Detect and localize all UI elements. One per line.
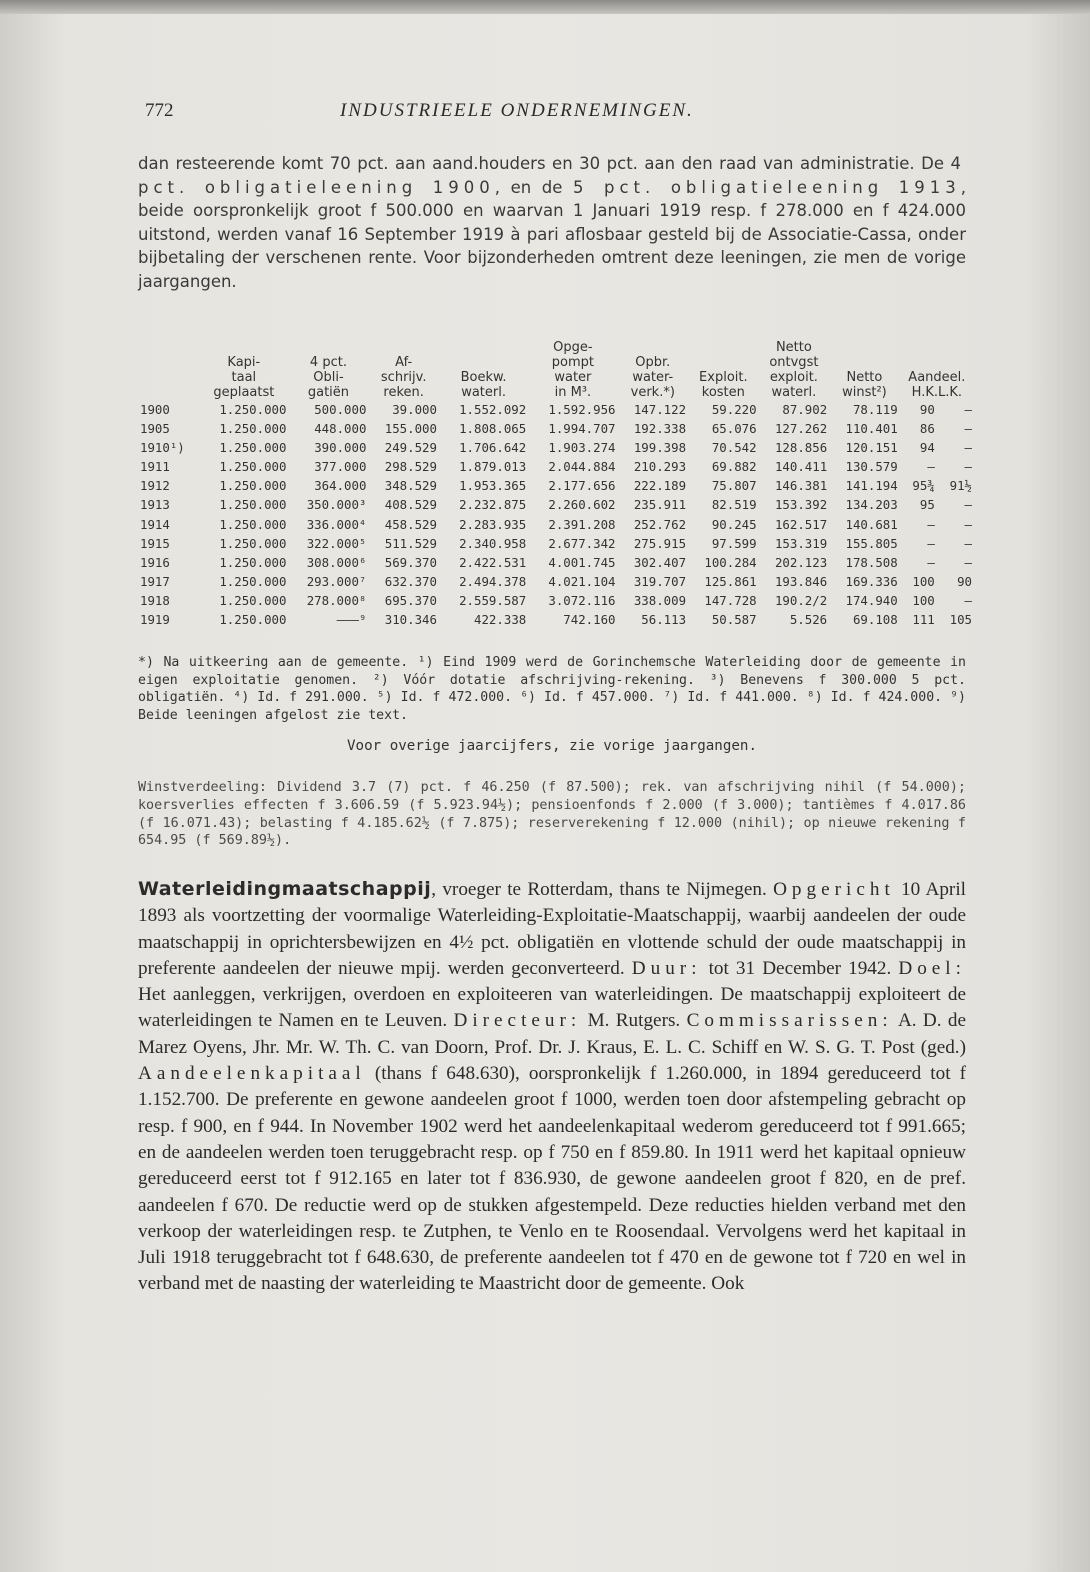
label-aandeelenkapitaal: Aandeelenkapitaal bbox=[138, 1063, 366, 1085]
table-cell: 65.076 bbox=[711, 421, 757, 437]
table-cell: 193.846 bbox=[774, 573, 828, 589]
table-cell: 350.000³ bbox=[306, 497, 367, 513]
table-cell: 1.250.000 bbox=[219, 612, 287, 628]
table-row bbox=[138, 572, 974, 591]
label-commissarissen: Commissarissen: bbox=[686, 1010, 893, 1032]
table-cell: 5.526 bbox=[789, 612, 828, 628]
running-title: INDUSTRIEELE ONDERNEMINGEN. bbox=[340, 100, 694, 121]
table-row bbox=[138, 610, 974, 629]
table-row bbox=[138, 515, 974, 534]
table-cell: 1.250.000 bbox=[219, 592, 287, 608]
table-cell: 4.021.104 bbox=[548, 573, 616, 589]
entry-text-5: M. Rutgers. bbox=[581, 1010, 687, 1032]
intro-text-1: dan resteerende komt 70 pct. aan aand.houders en 30 pct. aan den raad van administratie. De bbox=[138, 154, 951, 173]
table-cell: 190.2/2 bbox=[774, 592, 828, 608]
table-cell: — bbox=[964, 402, 972, 417]
table-cell: 4.001.745 bbox=[548, 554, 616, 570]
table-cell: 97.599 bbox=[711, 535, 757, 551]
table-cell: 377.000 bbox=[314, 459, 367, 475]
table-row bbox=[138, 553, 974, 572]
table-cell: 100 bbox=[912, 592, 935, 608]
table-cell: 2.559.587 bbox=[459, 592, 527, 608]
table-cell: 308.000⁶ bbox=[306, 554, 367, 570]
profit-distribution: Winstverdeeling: Dividend 3.7 (7) pct. f 46.250 (f 87.500); rek. van afschrijving nihil (f 54.000); koersverlies effecten f 3.606.59 (f 5.923.94½); pensioenfonds f 2.000 (f 3.000); tantièmes f 4.017.86 (f 16.071.43); belasting f 4.185.62½ (f 7.875); reserverekening f 12.000 (nihil); op nieuwe rekening f 654.95 (f 569.89½). bbox=[138, 780, 966, 849]
table-cell: 174.940 bbox=[845, 592, 898, 608]
table-cell: 1.592.956 bbox=[548, 402, 616, 417]
column-header: Boekw. waterl. bbox=[460, 370, 507, 400]
table-cell: 95 bbox=[919, 497, 935, 513]
table-cell: 1900 bbox=[140, 402, 170, 417]
entry-text-7: (thans f 648.630), oorspronkelijk f 1.260.000, in 1894 gereduceerd tot f 1.152.700. De preferente en gewone aandeelen groot f 1000, werden toen door afstempeling gebracht op resp. f 900, en f 944. In November 1902 werd het aandeelenkapitaal wederom gereduceerd tot f 991.665; en de aandeelen werden toen teruggebracht resp. op f 750 en f 859.80. In 1911 werd het kapitaal opnieuw gereduceerd eerst tot f 912.165 en later tot f 836.930, de gewone aandeelen groot f 820, en de pref. aandeelen f 670. De reductie werd op de stukken afgestempeld. Deze reducties hielden verband met den verkoop der waterleidingen resp. te Zutphen, te Venlo en te Roosendaal. Vervolgens werd het kapitaal in Juli 1918 teruggebracht tot f 648.630, de preferente aandeelen tot f 470 en de gewone tot f 720 en wel in verband met de naasting der waterleiding te Maastricht door de gemeente. Ook bbox=[138, 1063, 966, 1295]
table-cell: 130.579 bbox=[845, 459, 898, 475]
table-cell: 2.340.958 bbox=[459, 535, 527, 551]
table-cell: 448.000 bbox=[314, 421, 367, 437]
table-cell: — bbox=[964, 554, 972, 570]
table-cell: 348.529 bbox=[384, 478, 437, 494]
table-cell: 105 bbox=[949, 612, 972, 628]
table-cell: 91½ bbox=[949, 478, 972, 494]
table-cell: 1.250.000 bbox=[219, 516, 287, 532]
table-row bbox=[138, 438, 974, 457]
table-body bbox=[138, 400, 974, 629]
table-cell: 1.552.092 bbox=[459, 402, 527, 417]
table-cell: 100 bbox=[912, 573, 935, 589]
entry-text-4: Het aanleggen, verkrijgen, overdoen en exploiteeren van waterleidingen. De maatschappij exploiteert de waterleidingen te Namen en te Leuven. bbox=[138, 984, 966, 1032]
table-cell: 1918 bbox=[140, 592, 170, 608]
table-cell: 1912 bbox=[140, 478, 170, 494]
table-cell: 70.542 bbox=[711, 440, 757, 456]
table-cell: 249.529 bbox=[384, 440, 437, 456]
table-cell: 1.250.000 bbox=[219, 440, 287, 456]
table-cell: 302.407 bbox=[633, 554, 687, 570]
table-cell: 199.398 bbox=[633, 440, 687, 456]
table-cell: 128.856 bbox=[774, 440, 828, 456]
table-cell: 458.529 bbox=[384, 516, 437, 532]
table-cell: 59.220 bbox=[711, 402, 757, 417]
table-cell: 2.260.602 bbox=[548, 497, 616, 513]
table-cell: 147.728 bbox=[704, 592, 757, 608]
table-cell: 86 bbox=[919, 421, 935, 437]
table-cell: 336.000⁴ bbox=[306, 516, 367, 532]
table-cell: 293.000⁷ bbox=[306, 573, 367, 589]
entry-text-6: A. D. de Marez Oyens, Jhr. Mr. W. Th. C. van Doorn, Prof. Dr. J. Kraus, E. L. C. Schiff en W. S. G. T. Post (ged.) bbox=[138, 1010, 967, 1058]
table-cell: 125.861 bbox=[704, 573, 757, 589]
table-cell: 2.677.342 bbox=[548, 535, 616, 551]
table-cell: 1913 bbox=[140, 497, 170, 513]
table-cell: 69.108 bbox=[852, 612, 898, 628]
table-cell: 1.250.000 bbox=[219, 573, 287, 589]
table-cell: 2.391.208 bbox=[548, 516, 616, 532]
table-cell: 120.151 bbox=[845, 440, 898, 456]
table-cell: 110.401 bbox=[845, 421, 898, 437]
table-cell: 1905 bbox=[140, 421, 170, 437]
table-cell: 56.113 bbox=[641, 612, 687, 628]
table-cell: 1910¹) bbox=[140, 440, 185, 456]
column-header: Af- schrijv. reken. bbox=[380, 355, 427, 400]
company-name: Waterleidingmaatschappij bbox=[138, 878, 432, 900]
table-cell: 1914 bbox=[140, 516, 170, 532]
table-cell: 155.805 bbox=[845, 535, 898, 551]
table-cell: 141.194 bbox=[845, 478, 898, 494]
table-cell: 90 bbox=[919, 402, 935, 417]
table-row bbox=[138, 400, 974, 419]
table-cell: 1.994.707 bbox=[548, 421, 616, 437]
table-cell: 69.882 bbox=[711, 459, 757, 475]
table-cell: 90 bbox=[957, 573, 972, 589]
scan-edge bbox=[0, 0, 1090, 14]
table-cell: 695.370 bbox=[384, 592, 437, 608]
table-cell: 153.319 bbox=[774, 535, 828, 551]
table-cell: 155.000 bbox=[384, 421, 437, 437]
table-cell: 298.529 bbox=[384, 459, 437, 475]
table-cell: 1.250.000 bbox=[219, 535, 287, 551]
table-cell: 178.508 bbox=[845, 554, 898, 570]
table-cell: 1.250.000 bbox=[219, 421, 287, 437]
column-header: Netto ontvgst exploit. waterl. bbox=[769, 340, 819, 400]
table-cell: 1.250.000 bbox=[219, 402, 287, 417]
table-cell: 2.422.531 bbox=[459, 554, 527, 570]
table-cell: 202.123 bbox=[774, 554, 828, 570]
table-cell: 146.381 bbox=[774, 478, 828, 494]
intro-text-3: , beide oorspronkelijk groot f 500.000 en waarvan 1 Januari 1919 resp. f 278.000 en f 424.000 uitstond, werden vanaf 16 September 1919 à pari aflosbaar gesteld bij de Associatie-Cassa, onder bijbetaling der verschenen rente. Voor bijzonderheden omtrent deze leeningen, zie men de vorige jaargangen. bbox=[138, 177, 967, 291]
loan-1913: 5 pct. obligatieleening 1913 bbox=[572, 177, 961, 197]
label-doel: Doel: bbox=[898, 957, 966, 979]
table-cell: 222.189 bbox=[633, 478, 687, 494]
table-cell: — bbox=[964, 497, 972, 513]
column-header: Exploit. kosten bbox=[699, 370, 748, 400]
table-cell: 1.903.274 bbox=[548, 440, 616, 456]
table-cell: 1.250.000 bbox=[219, 497, 287, 513]
table-cell: 2.044.884 bbox=[548, 459, 616, 475]
table-cell: 39.000 bbox=[392, 402, 437, 417]
column-header: Opge- pompt water in M³. bbox=[551, 340, 594, 400]
table-cell: 169.336 bbox=[845, 573, 898, 589]
table-cell: 278.000⁸ bbox=[306, 592, 367, 608]
table-cell: 319.707 bbox=[633, 573, 687, 589]
table-cell: 90.245 bbox=[711, 516, 757, 532]
table-cell: 153.392 bbox=[774, 497, 828, 513]
column-header: Opbr. water- verk.*) bbox=[630, 355, 675, 400]
table-cell: — bbox=[964, 592, 972, 608]
table-row bbox=[138, 534, 974, 553]
table-cell: — bbox=[927, 535, 935, 551]
table-cell: — bbox=[927, 554, 935, 570]
column-header: Netto winst²) bbox=[842, 370, 887, 400]
table-cell: 275.915 bbox=[633, 535, 687, 551]
page-header bbox=[145, 100, 965, 126]
table-cell: 500.000 bbox=[314, 402, 367, 417]
table-cell: 322.000⁵ bbox=[306, 535, 367, 551]
table-cell: 1911 bbox=[140, 459, 170, 475]
intro-paragraph bbox=[138, 152, 966, 294]
table-cell: 1917 bbox=[140, 573, 170, 589]
table-cell: — bbox=[927, 516, 935, 532]
table-row bbox=[138, 419, 974, 438]
page-number: 772 bbox=[145, 100, 174, 121]
table-cell: 1919 bbox=[140, 612, 170, 628]
table-cell: 162.517 bbox=[774, 516, 828, 532]
table-cell: 147.122 bbox=[633, 402, 687, 417]
label-directeur: Directeur: bbox=[453, 1010, 582, 1032]
table-cell: 1.808.065 bbox=[459, 421, 527, 437]
table-cell: 1.879.013 bbox=[459, 459, 527, 475]
table-cell: 1.953.365 bbox=[459, 478, 527, 494]
table-cell: 310.346 bbox=[384, 612, 437, 628]
table-cell: — bbox=[927, 459, 935, 475]
column-header: 4 pct. Obli- gatiën bbox=[307, 355, 350, 400]
loan-1900: 4 pct. obligatieleening 1900 bbox=[138, 154, 966, 197]
table-cell: 94 bbox=[919, 440, 935, 456]
table-cell: 742.160 bbox=[563, 612, 616, 628]
table-cell: 192.338 bbox=[633, 421, 687, 437]
table-cell: 140.411 bbox=[774, 459, 828, 475]
table-cell: 235.911 bbox=[633, 497, 687, 513]
column-header: Kapi- taal geplaatst bbox=[213, 355, 275, 400]
table-cell: — bbox=[964, 535, 972, 551]
table-cell: 1915 bbox=[140, 535, 170, 551]
label-duur: Duur: bbox=[631, 957, 702, 979]
table-cell: 338.009 bbox=[633, 592, 687, 608]
table-cell: 78.119 bbox=[852, 402, 898, 417]
table-row bbox=[138, 495, 974, 514]
table-cell: 95¾ bbox=[912, 478, 935, 494]
table-cell: 127.262 bbox=[774, 421, 828, 437]
financial-table bbox=[138, 340, 974, 629]
table-cell: — bbox=[964, 459, 972, 475]
table-cell: 1.250.000 bbox=[219, 459, 287, 475]
table-cell: 1.706.642 bbox=[459, 440, 527, 456]
column-header bbox=[138, 340, 199, 400]
table-header-row bbox=[138, 340, 974, 400]
entry-text-2: 10 April 1893 als voortzetting der voormalige Waterleiding-Exploitatie-Maatschappij, waarbij aandeelen der oude maatschappij in oprichtersbewijzen en 4½ pct. obligatiën en vlottende schuld der oude maatschappij in preferente aandeelen der nieuwe mpij. werden geconverteerd. bbox=[138, 879, 966, 979]
table-cell: 75.807 bbox=[711, 478, 757, 494]
table-cell: 390.000 bbox=[314, 440, 367, 456]
table-cell: 632.370 bbox=[384, 573, 437, 589]
table-cell: 82.519 bbox=[711, 497, 757, 513]
table-cell: 569.370 bbox=[384, 554, 437, 570]
table-cell: 1916 bbox=[140, 554, 170, 570]
table-cell: 2.177.656 bbox=[548, 478, 616, 494]
table-cell: 1.250.000 bbox=[219, 554, 287, 570]
table-cell: 140.681 bbox=[845, 516, 898, 532]
table-cell: — bbox=[964, 516, 972, 532]
other-years-note: Voor overige jaarcijfers, zie vorige jaargangen. bbox=[347, 738, 757, 754]
table-cell: 111 bbox=[912, 612, 935, 628]
column-header: Aandeel. H.K.L.K. bbox=[908, 370, 966, 400]
table-cell: 100.284 bbox=[704, 554, 757, 570]
table-cell: 2.494.378 bbox=[459, 573, 527, 589]
table-cell: — bbox=[964, 440, 972, 456]
table-cell: 422.338 bbox=[474, 612, 527, 628]
table-cell: 3.072.116 bbox=[548, 592, 616, 608]
table-row bbox=[138, 476, 974, 495]
table-cell: 1.250.000 bbox=[219, 478, 287, 494]
table-row bbox=[138, 591, 974, 610]
label-opgericht: Opgericht bbox=[773, 879, 895, 900]
table-cell: 87.902 bbox=[782, 402, 828, 417]
table-cell: 364.000 bbox=[314, 478, 367, 494]
table-cell: 511.529 bbox=[384, 535, 437, 551]
entry-text-3: tot 31 December 1942. bbox=[701, 957, 899, 979]
table-cell: 210.293 bbox=[633, 459, 687, 475]
table-cell: 2.283.935 bbox=[459, 516, 527, 532]
table-cell: 2.232.875 bbox=[459, 497, 527, 513]
table-cell: 408.529 bbox=[384, 497, 437, 513]
intro-text-2: , en de bbox=[494, 177, 573, 197]
footnotes: *) Na uitkeering aan de gemeente. ¹) Eind 1909 werd de Gorinchemsche Waterleiding door de gemeente in eigen exploitatie genomen. ²) Vóór dotatie afschrijving-rekening. ³) Benevens f 300.000 5 pct. obligatiën. ⁴) Id. f 291.000. ⁵) Id. f 472.000. ⁶) Id. f 457.000. ⁷) Id. f 441.000. ⁸) Id. f 424.000. ⁹) Beide leeningen afgelost zie text. bbox=[138, 655, 966, 723]
entry-text-1: , vroeger te Rotterdam, thans te Nijmegen. bbox=[431, 879, 774, 900]
table-cell: — bbox=[964, 421, 972, 437]
table-cell: 252.762 bbox=[633, 516, 687, 532]
table-cell: 50.587 bbox=[711, 612, 757, 628]
table-cell: ———⁹ bbox=[336, 612, 367, 628]
table-cell: 134.203 bbox=[845, 497, 898, 513]
table-header bbox=[138, 340, 974, 400]
company-entry bbox=[138, 876, 966, 1298]
table-row bbox=[138, 457, 974, 476]
